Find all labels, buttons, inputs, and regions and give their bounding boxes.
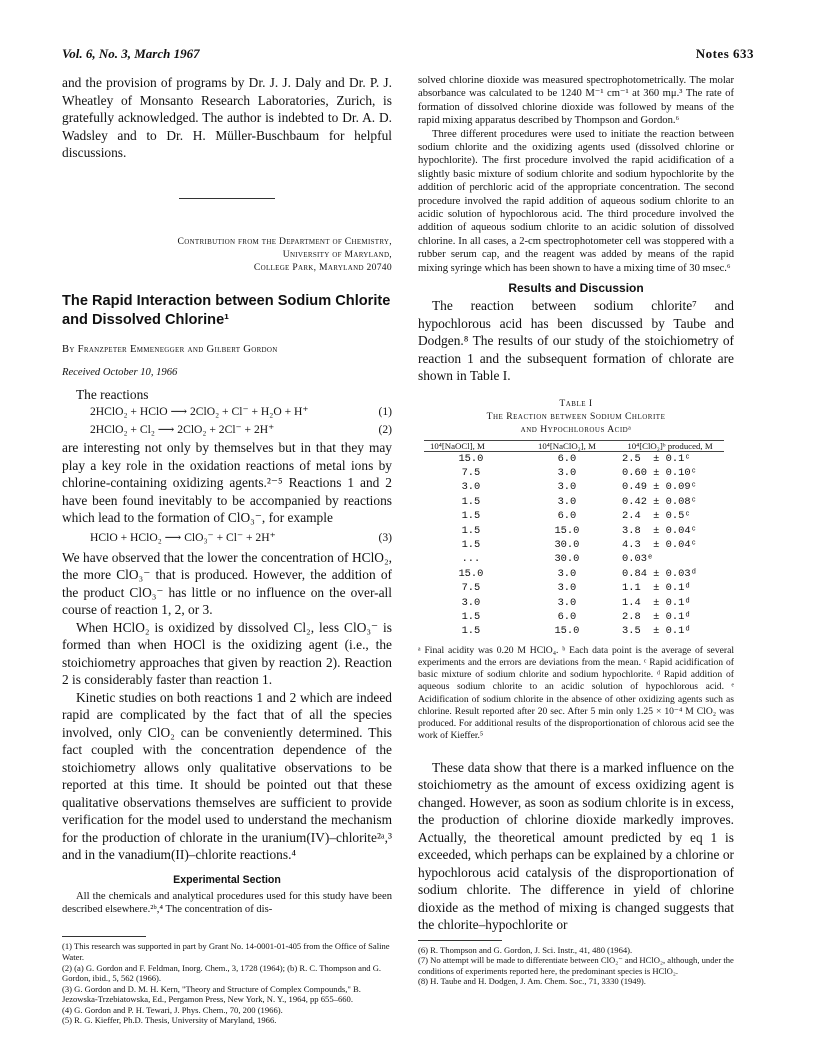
affiliation-line-1: Contribution from the Department of Chemistry, [177, 235, 392, 247]
equation-2-text: 2HClO₂ + Cl₂ ⟶ 2ClO₂ + 2Cl⁻ + 2H⁺ [90, 423, 275, 436]
equation-3-number: (3) [378, 530, 392, 544]
cell-naclo2: 3.0 [557, 567, 577, 580]
cell-clo2: 1.1 ± 0.1ᵈ [622, 582, 691, 595]
cell-clo2: 3.8 ± 0.04ᶜ [622, 524, 697, 537]
cell-naclo2: 30.0 [554, 553, 580, 566]
data-table [424, 440, 724, 639]
cell-naclo2: 15.0 [554, 524, 580, 537]
acknowledgment-paragraph: and the provision of programs by Dr. J. J. Daly and Dr. P. J. Wheatley of Monsanto Research Laboratories, Zurich, is gratefully acknowledged. The author is indebted to Dr. A. D. Wadsley and to Dr. H. Müller-Buschbaum for helpful discussions. [62, 75, 392, 160]
table-header-naocl: 10⁴[NaOCl], M [430, 440, 485, 451]
cell-clo2: 0.42 ± 0.08ᶜ [622, 495, 697, 508]
table-header-naclo2: 10⁴[NaClO₂], M [537, 440, 596, 451]
table-row [424, 624, 724, 638]
cell-clo2: 2.4 ± 0.5ᶜ [622, 510, 691, 523]
right-column [418, 74, 734, 987]
table-header-clo2: 10⁴[ClO₂]ᵇ produced, M [627, 440, 713, 451]
cell-naocl: 7.5 [461, 467, 481, 479]
running-header-page: Notes 633 [695, 46, 754, 61]
cell-naocl: 1.5 [461, 524, 481, 537]
cell-naclo2: 3.0 [557, 467, 577, 479]
affiliation-line-2: University of Maryland, [282, 248, 392, 260]
table-1 [418, 397, 734, 743]
cell-clo2: 0.60 ± 0.10ᶜ [622, 467, 697, 479]
cell-clo2: 2.8 ± 0.1ᵈ [622, 611, 691, 624]
cell-clo2: 2.5 ± 0.1ᶜ [622, 452, 691, 465]
footnotes-left [62, 941, 392, 1026]
table-label: Table I [559, 397, 593, 409]
equation-3-text: HClO + HClO₂ ⟶ ClO₃⁻ + Cl⁻ + 2H⁺ [90, 530, 276, 544]
equation-1-text: 2HClO₂ + HClO ⟶ 2ClO₂ + Cl⁻ + H₂O + H⁺ [90, 405, 309, 418]
equation-2 [62, 421, 392, 439]
table-row [424, 596, 724, 610]
table-notes: ᵃ Final acidity was 0.20 M HClO₄. ᵇ Each data point is the average of several experiments and the errors are deviations from the mean. ᶜ Rapid acidification of basic mixture of sodium chlorite and sodium hypochlorite. ᵈ Rapid addition of aqueous sodium chlorite to an acidic solution of hypochlorous acid. ᵉ Acidification of sodium chlorite in the absence of other oxidizing agents such as chlorine. Result reported after 20 sec. After 5 min only 1.25 × 10⁻⁴ M ClO₂ was produced. For additional results of the disproportionation of chlorous acid see the work of Kieffer.⁵ [418, 644, 734, 742]
footnote-rule-right [418, 940, 502, 941]
table-row [424, 610, 724, 624]
cell-naocl: ... [461, 553, 481, 566]
cell-naocl: 7.5 [461, 582, 481, 595]
table-row [424, 538, 724, 552]
footnote-2: (2) (a) G. Gordon and F. Feldman, Inorg. Chem., 3, 1728 (1964); (b) R. C. Thompson and G. Gordon, ibid., 5, 562 (1966). [62, 962, 382, 984]
observation-paragraph: We have observed that the lower the concentration of HClO₂, the more ClO₃⁻ that is produced. However, the addition of the product ClO₃⁻ has little or no influence on the over-all course of reaction 1, 2, or 3. [62, 549, 392, 617]
cell-naocl: 3.0 [461, 481, 481, 494]
results-heading: Results and Discussion [508, 281, 644, 296]
reactions-lead: The reactions [76, 386, 149, 402]
cell-naocl: 15.0 [458, 567, 484, 580]
equation-2-number: (2) [378, 423, 392, 436]
footnote-8: (8) H. Taube and H. Dodgen, J. Am. Chem. Soc., 71, 3330 (1949). [418, 976, 646, 987]
table-caption-line-1: The Reaction between Sodium Chlorite [486, 410, 666, 422]
cell-naclo2: 3.0 [557, 481, 577, 494]
table-row [424, 509, 724, 523]
cell-naclo2: 30.0 [554, 539, 580, 552]
interest-paragraph: are interesting not only by themselves but in that they may play a key role in the oxidation reactions of metal ions by chlorine-containing oxidizing agents.²⁻⁵ Reactions 1 and 2 have been found inevitably to be accompanied by reactions which lead to the formation of ClO₃⁻, for example [62, 440, 392, 525]
left-column [62, 74, 392, 1026]
received-date: Received October 10, 1966 [62, 366, 178, 378]
cell-naocl: 1.5 [461, 611, 481, 624]
article-title: The Rapid Interaction between Sodium Chlorite and Dissolved Chlorine¹ [62, 292, 391, 328]
table-row [424, 567, 724, 581]
cell-clo2: 4.3 ± 0.04ᶜ [622, 539, 697, 552]
table-body [424, 451, 724, 639]
equation-1-number: (1) [378, 405, 392, 418]
equation-3 [62, 529, 392, 547]
cell-naclo2: 6.0 [557, 452, 577, 465]
table-row [424, 466, 724, 480]
footnote-1: (1) This research was supported in part by Grant No. 14-0001-01-405 from the Office of Saline Water. [62, 941, 390, 962]
cell-clo2: 0.49 ± 0.09ᶜ [622, 481, 697, 494]
cell-naocl: 1.5 [461, 539, 481, 552]
continued-paragraph: solved chlorine dioxide was measured spectrophotometrically. The molar absorbance was calculated to be 1240 M⁻¹ cm⁻¹ at 360 mμ.³ The rate of formation of dissolved chlorine dioxide was followed by means of the rapid mixing apparatus described by Thompson and Gordon.⁶ [418, 75, 734, 127]
cell-naclo2: 15.0 [554, 625, 580, 638]
cell-naocl: 1.5 [461, 510, 481, 523]
affiliation-line-3: College Park, Maryland 20740 [253, 261, 392, 273]
cell-clo2: 3.5 ± 0.1ᵈ [622, 625, 691, 638]
table-caption-line-2: and Hypochlorous Acidᵃ [520, 423, 632, 435]
footnote-4: (4) G. Gordon and P. H. Tewari, J. Phys. Chem., 70, 200 (1966). [62, 1004, 283, 1015]
cell-clo2: 0.84 ± 0.03ᵈ [622, 567, 697, 580]
cell-naclo2: 6.0 [557, 611, 577, 624]
footnotes-right [418, 945, 734, 987]
experimental-heading: Experimental Section [173, 873, 281, 886]
cell-clo2: 1.4 ± 0.1ᵈ [622, 596, 691, 609]
table-row [424, 581, 724, 595]
oxidation-paragraph: When HClO₂ is oxidized by dissolved Cl₂, less ClO₃⁻ is formed than when HOCl is the oxidizing agent (i.e., the stoichiometry approaches that given by reaction 2). Reaction 2 is considerably faster than reaction 1. [62, 619, 392, 687]
article-authors: By Franzpeter Emmenegger and Gilbert Gordon [62, 343, 278, 355]
cell-naclo2: 3.0 [557, 596, 577, 609]
footnote-3: (3) G. Gordon and D. M. H. Kern, "Theory and Structure of Complex Compounds," B. Jezowska-Trzebiatowska, Ed., Pergamon Press, New York, N. Y., 1964, pp 655–660. [62, 983, 361, 1005]
affiliation [62, 235, 392, 274]
table-row [424, 480, 724, 494]
footnote-7: (7) No attempt will be made to differentiate between ClO₂⁻ and HClO₂, although, under the conditions of experiments reported here, the predominant species is HClO₂. [418, 955, 734, 976]
table-row [424, 451, 724, 466]
results-paragraph: The reaction between sodium chlorite⁷ and hypochlorous acid has been discussed by Taube and Dodgen.⁸ The results of our study of the stoichiometry of reaction 1 and the subsequent formation of chlorate are shown in Table I. [418, 298, 734, 384]
table-header-row [424, 440, 724, 451]
article-separator-rule [179, 198, 275, 199]
procedures-paragraph: Three different procedures were used to initiate the reaction between sodium chlorite and the oxidizing agents used (dissolved chlorine or hypochlorite). The first procedure involved the rapid acidification of a slightly basic mixture of sodium chlorite and sodium hypochlorite by the addition of perchloric acid of the appropriate concentration. The second procedure involved the rapid addition of aqueous sodium chlorite to an acidic solution of hypochlorous acid. The third procedure involved the addition of aqueous sodium chlorite to an acidic solution of dissolved chlorine. In all cases, a 2-cm spectrophotometer cell was stoppered with a rubber serum cap, and the reagent was added by means of the rapid mixing syringe which has been shown to have a mixing time of 30 msec.⁶ [418, 128, 734, 274]
cell-naclo2: 6.0 [557, 510, 577, 523]
cell-naocl: 1.5 [461, 495, 481, 508]
cell-naclo2: 3.0 [557, 495, 577, 508]
cell-naocl: 3.0 [461, 596, 481, 609]
running-header-volume: Vol. 6, No. 3, March 1967 [62, 46, 200, 61]
equation-1 [62, 403, 392, 421]
footnote-rule-left [62, 936, 146, 937]
table-row [424, 495, 724, 509]
experimental-paragraph: All the chemicals and analytical procedures used for this study have been described elsewhere.²ᵇ,⁴ The concentration of dis- [62, 890, 392, 915]
table-row [424, 524, 724, 538]
cell-naclo2: 3.0 [557, 582, 577, 595]
kinetic-paragraph: Kinetic studies on both reactions 1 and 2 which are indeed rapid are complicated by the fact that of all the species involved, only ClO₂ can be conveniently determined. This fact coupled with the concentration dependence of the stoichiometry allows only qualitative observations to be reported at this time. It should be pointed out that these qualitative observations themselves are sufficient to provide verification for the model used to understand the mechanism for the production of chlorate in the uranium(IV)–chlorite²ᵃ,³ and in the vanadium(II)–chlorite reactions.⁴ [62, 689, 392, 862]
table-row [424, 552, 724, 566]
footnote-6: (6) R. Thompson and G. Gordon, J. Sci. Instr., 41, 480 (1964). [418, 944, 633, 955]
cell-clo2: 0.03ᵉ [622, 553, 654, 566]
footnote-5: (5) R. G. Kieffer, Ph.D. Thesis, University of Maryland, 1966. [62, 1015, 277, 1026]
data-discussion-paragraph: These data show that there is a marked influence on the stoichiometry as the amount of excess oxidizing agent is changed. However, as soon as sodium chlorite is in excess, the production of chlorine dioxide markedly improves. Actually, the theoretical amount predicted by eq 1 is exceeded, which perhaps can be explained by a chlorine or hypochlorous acid catalysis of the disproportionation of sodium chlorite. The difference in yield of chlorine dioxide as the method of mixing is changed suggests that the chlorite–hypochlorite or [418, 759, 734, 932]
cell-naocl: 1.5 [461, 625, 481, 638]
cell-naocl: 15.0 [458, 452, 484, 465]
